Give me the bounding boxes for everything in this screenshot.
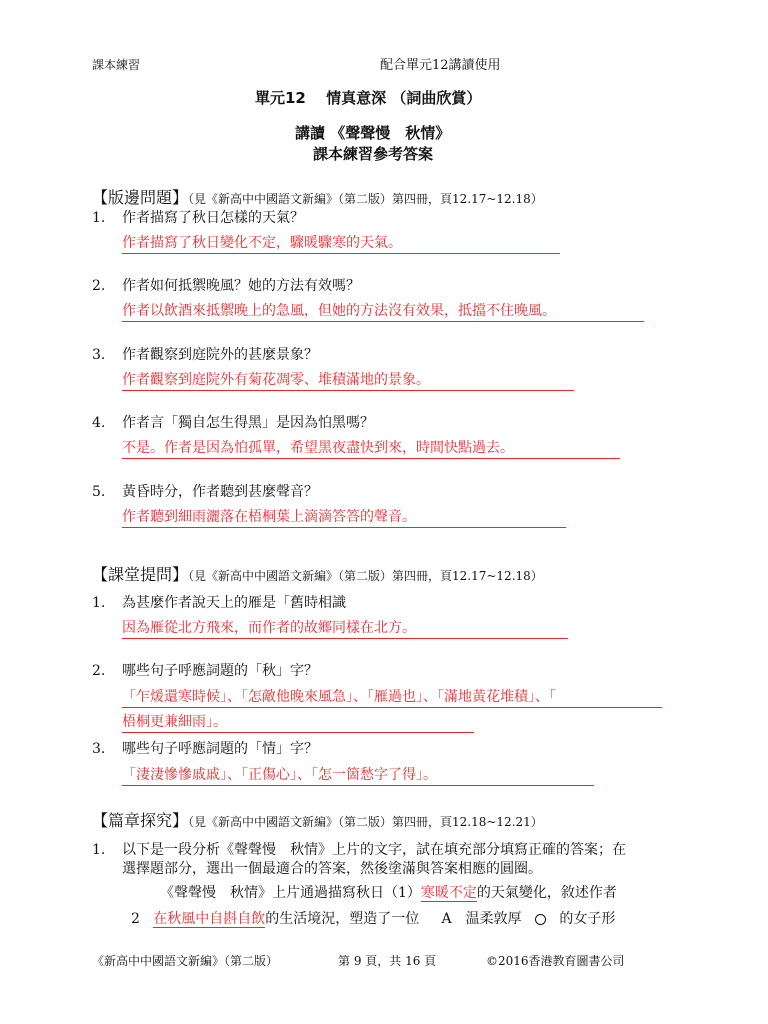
section-title: 【課堂提問】 [92, 565, 189, 584]
class-answer-2-cont: 梧桐更兼細雨」。 [122, 711, 474, 733]
analysis-intro-2: 選擇題部分，選出一個最適合的答案，然後塗滿與答案相應的圓圈。 [122, 861, 542, 877]
answer-4: 不是。作者是因為怕孤單，希望黑夜盡快到來，時間快點過去。 [122, 437, 620, 459]
blank-2[interactable]: 在秋風中自斟自飲 [153, 911, 266, 927]
class-answer-1: 因為雁從北方飛來，而作者的故鄉同樣在北方。 [122, 617, 568, 639]
section-margin-questions [92, 185, 543, 208]
answer-1: 作者描寫了秋日變化不定，驟暖驟寒的天氣。 [122, 232, 560, 254]
section-ref: （見《新高中中國語文新編》（第二版）第四冊，頁12.18~12.21） [188, 815, 543, 829]
answer-5: 作者聽到細雨灑落在梧桐葉上滴滴答答的聲音。 [122, 506, 566, 528]
answer-circle[interactable] [535, 914, 546, 925]
section-ref: （見《新高中中國語文新編》（第二版）第四冊，頁12.17~12.18） [188, 569, 543, 583]
header-left: 課本練習 [92, 58, 141, 72]
question-1: 1. 作者描寫了秋日怎樣的天氣？ [92, 210, 304, 226]
page-number: 第 9 頁，共 16 頁 [338, 954, 437, 968]
header-right: 配合單元12講讀使用 [380, 58, 501, 73]
class-answer-2: 「乍煖還寒時候」、「怎敵他晚來風急」、「雁過也」、「滿地黃花堆積」、「 [122, 686, 662, 708]
question-3: 3. 作者觀察到庭院外的甚麼景象？ [92, 347, 318, 363]
answer-3: 作者觀察到庭院外有菊花凋零、堆積滿地的景象。 [122, 369, 574, 391]
section-class-questions [92, 562, 543, 585]
footer-book: 《新高中中國語文新編》（第二版） [92, 954, 279, 968]
class-question-1: 1. 為甚麼作者說天上的雁是「舊時相識 [92, 595, 346, 611]
lesson-title: 講讀 《聲聲慢 秋情》 [295, 124, 451, 142]
section-title: 【篇章探究】 [92, 811, 189, 830]
section-title: 【版邊問題】 [92, 188, 189, 207]
question-2: 2. 作者如何抵禦晚風？她的方法有效嗎？ [92, 278, 360, 294]
option-a: A 温柔敦厚 [441, 911, 522, 927]
analysis-paragraph-1: 《聲聲慢 秋情》上片通過描寫秋日（1）寒暖不定的天氣變化，敘述作者 [160, 885, 617, 901]
class-question-3: 3. 哪些句子呼應詞題的「情」字？ [92, 741, 318, 757]
analysis-paragraph-2: 2 在秋風中自斟自飲的生活境況，塑造了一位 A 温柔敦厚 的女子形 [131, 911, 616, 927]
section-analysis [92, 808, 543, 831]
blank-1[interactable]: 寒暖不定 [420, 885, 477, 901]
subtitle: 課本練習參考答案 [313, 145, 434, 163]
question-5: 5. 黃昏時分，作者聽到甚麼聲音？ [92, 484, 318, 500]
class-question-2: 2. 哪些句子呼應詞題的「秋」字？ [92, 663, 318, 679]
answer-2: 作者以飲酒來抵禦晚上的急風，但她的方法沒有效果，抵擋不住晚風。 [122, 300, 644, 322]
unit-title: 單元12 情真意深 （詞曲欣賞） [255, 89, 482, 107]
section-ref: （見《新高中中國語文新編》（第二版）第四冊，頁12.17~12.18） [188, 192, 543, 206]
footer-copyright: ©2016香港教育圖書公司 [486, 954, 625, 968]
class-answer-3: 「淒淒慘慘戚戚」、「正傷心」、「怎一箇愁字了得」。 [122, 764, 594, 786]
analysis-intro: 1. 以下是一段分析《聲聲慢 秋情》上片的文字，試在填充部分填寫正確的答案；在 [92, 842, 626, 858]
question-4: 4. 作者言「獨自怎生得黑」是因為怕黑嗎？ [92, 415, 374, 431]
